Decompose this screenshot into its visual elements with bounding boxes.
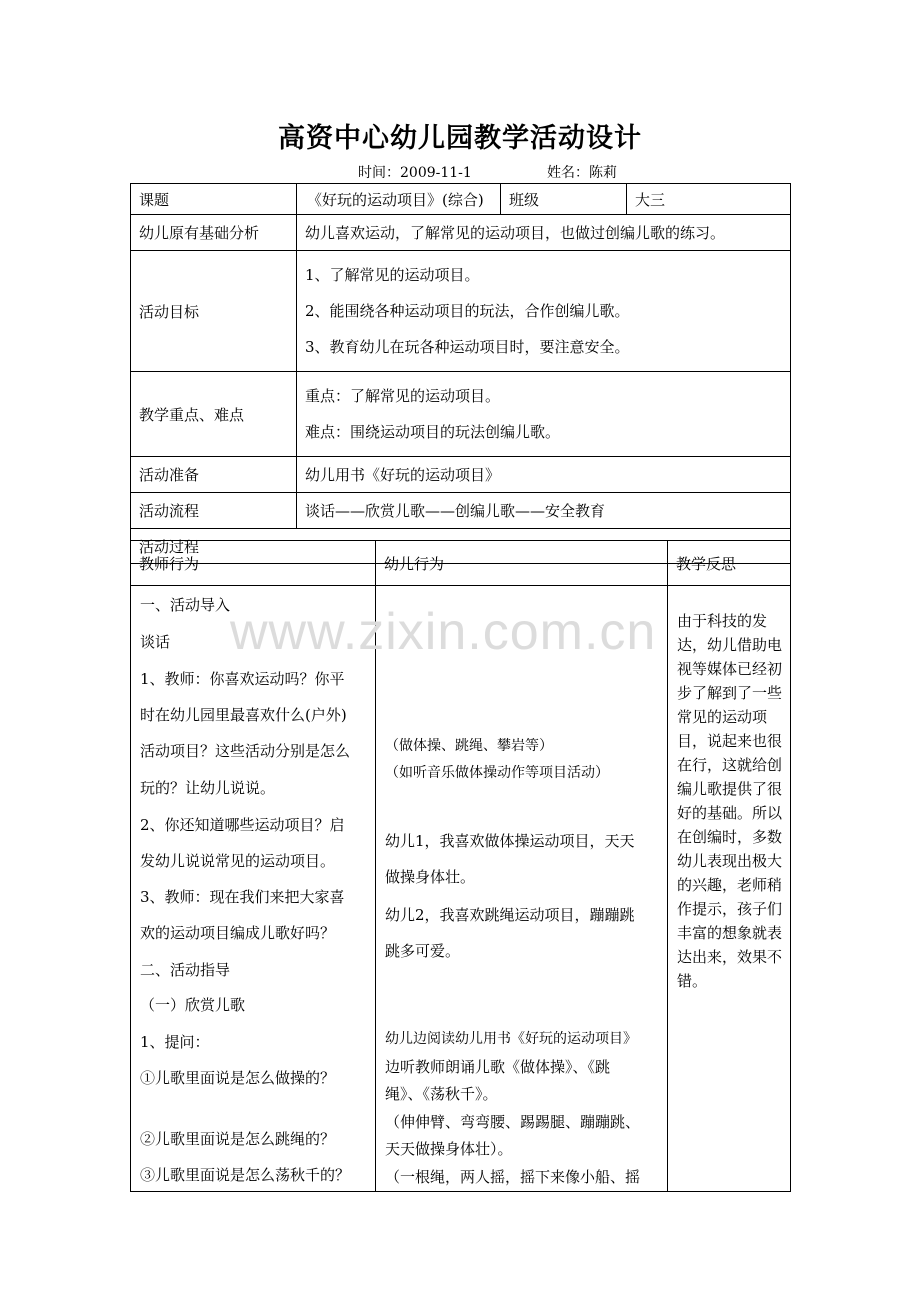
teacher-column xyxy=(131,586,376,1192)
goals-row xyxy=(131,251,791,372)
teacher-line: 2、你还知道哪些运动项目？启 xyxy=(140,816,345,834)
basis-row xyxy=(131,215,791,251)
teacher-line: ①儿歌里面说是怎么做操的？ xyxy=(140,1069,336,1087)
goals-list xyxy=(297,251,791,372)
teacher-line: 玩的？让幼儿说说。 xyxy=(140,779,276,797)
watermark: www.zixin.com.cn xyxy=(230,603,657,661)
child-line: 幼儿边阅读幼儿用书《好玩的运动项目》 xyxy=(385,1031,637,1047)
flow-row xyxy=(131,493,791,529)
child-line: （做体操、跳绳、攀岩等） xyxy=(385,738,553,754)
prep-label: 活动准备 xyxy=(131,457,297,493)
child-line: 绳》、《荡秋千》。 xyxy=(385,1085,498,1103)
topic-row xyxy=(131,184,791,215)
key-row xyxy=(131,372,791,457)
teacher-line: ③儿歌里面说是怎么荡秋千的？ xyxy=(140,1166,351,1184)
author-label: 姓名：陈莉 xyxy=(547,165,617,181)
reflection-text: 由于科技的发达，幼儿借助电视等媒体已经初步了解到了一些常见的运动项目，说起来也很在行，这就给创编儿歌提供了很好的基础。所以在创编时，多数幼儿表现出极大的兴趣，老师稍作提示，孩子们丰富的想象就表达出来，效果不错。 xyxy=(677,612,783,990)
flow-label: 活动流程 xyxy=(131,493,297,529)
info-table xyxy=(130,183,791,564)
topic-label: 课题 xyxy=(131,184,297,215)
child-line: 边听教师朗诵儿歌《做体操》、《跳 xyxy=(385,1058,611,1076)
teacher-line: 3、教师：现在我们来把大家喜 xyxy=(140,888,345,906)
process-header-row xyxy=(131,541,791,586)
prep-row xyxy=(131,457,791,493)
goal-item: 3、教育幼儿在玩各种运动项目时，要注意安全。 xyxy=(305,338,630,356)
child-line: 幼儿1，我喜欢做体操运动项目，天天 xyxy=(385,832,635,850)
goal-item: 2、能围绕各种运动项目的玩法，合作创编儿歌。 xyxy=(305,302,630,320)
teacher-line: 1、教师：你喜欢运动吗？你平 xyxy=(140,670,345,688)
reflection-header: 教学反思 xyxy=(668,541,791,586)
process-label: 活动过程 xyxy=(131,529,791,564)
goal-item: 1、了解常见的运动项目。 xyxy=(305,266,480,284)
flow-value: 谈话——欣赏儿歌——创编儿歌——安全教育 xyxy=(297,493,791,529)
key-points xyxy=(297,372,791,457)
child-line: （如听音乐做体操动作等项目活动） xyxy=(385,765,609,781)
child-line: 天天做操身体壮）。 xyxy=(385,1140,513,1158)
key-point: 重点：了解常见的运动项目。 xyxy=(305,387,501,405)
reflection-column xyxy=(668,586,791,1192)
teacher-line: ②儿歌里面说是怎么跳绳的？ xyxy=(140,1130,336,1148)
teacher-line: 发幼儿说说常见的运动项目。 xyxy=(140,852,336,870)
date-label: 时间：2009-11-1 xyxy=(358,165,472,181)
key-point: 难点：围绕运动项目的玩法创编儿歌。 xyxy=(305,423,561,441)
child-header: 幼儿行为 xyxy=(376,541,668,586)
teacher-line: 1、提问： xyxy=(140,1033,210,1051)
teacher-line: 时在幼儿园里最喜欢什么(户外) xyxy=(140,706,347,724)
key-label: 教学重点、难点 xyxy=(131,372,297,457)
teacher-line: 活动项目？这些活动分别是怎么 xyxy=(140,742,351,760)
teacher-line: （一）欣赏儿歌 xyxy=(140,996,246,1014)
process-body-row xyxy=(131,586,791,1192)
child-line: （一根绳，两人摇，摇下来像小船、摇 xyxy=(385,1168,641,1186)
child-line: 幼儿2，我喜欢跳绳运动项目，蹦蹦跳 xyxy=(385,906,635,924)
child-column xyxy=(376,586,668,1192)
child-line: 做操身体壮。 xyxy=(385,868,476,886)
teacher-line: 一、活动导入 xyxy=(140,596,231,614)
basis-label: 幼儿原有基础分析 xyxy=(131,215,297,251)
teacher-line: 谈话 xyxy=(140,633,171,651)
teacher-line: 二、活动指导 xyxy=(140,961,231,979)
teacher-line: 欢的运动项目编成儿歌好吗？ xyxy=(140,924,336,942)
goals-label: 活动目标 xyxy=(131,251,297,372)
prep-value: 幼儿用书《好玩的运动项目》 xyxy=(297,457,791,493)
basis-value: 幼儿喜欢运动，了解常见的运动项目，也做过创编儿歌的练习。 xyxy=(297,215,791,251)
class-value: 大三 xyxy=(627,184,791,215)
teacher-header: 教师行为 xyxy=(131,541,376,586)
topic-value: 《好玩的运动项目》(综合) xyxy=(297,184,501,215)
child-line: 跳多可爱。 xyxy=(385,942,461,960)
page-title: 高资中心幼儿园教学活动设计 xyxy=(278,123,642,154)
child-line: （伸伸臂、弯弯腰、踢踢腿、蹦蹦跳、 xyxy=(385,1113,641,1131)
class-label: 班级 xyxy=(501,184,627,215)
